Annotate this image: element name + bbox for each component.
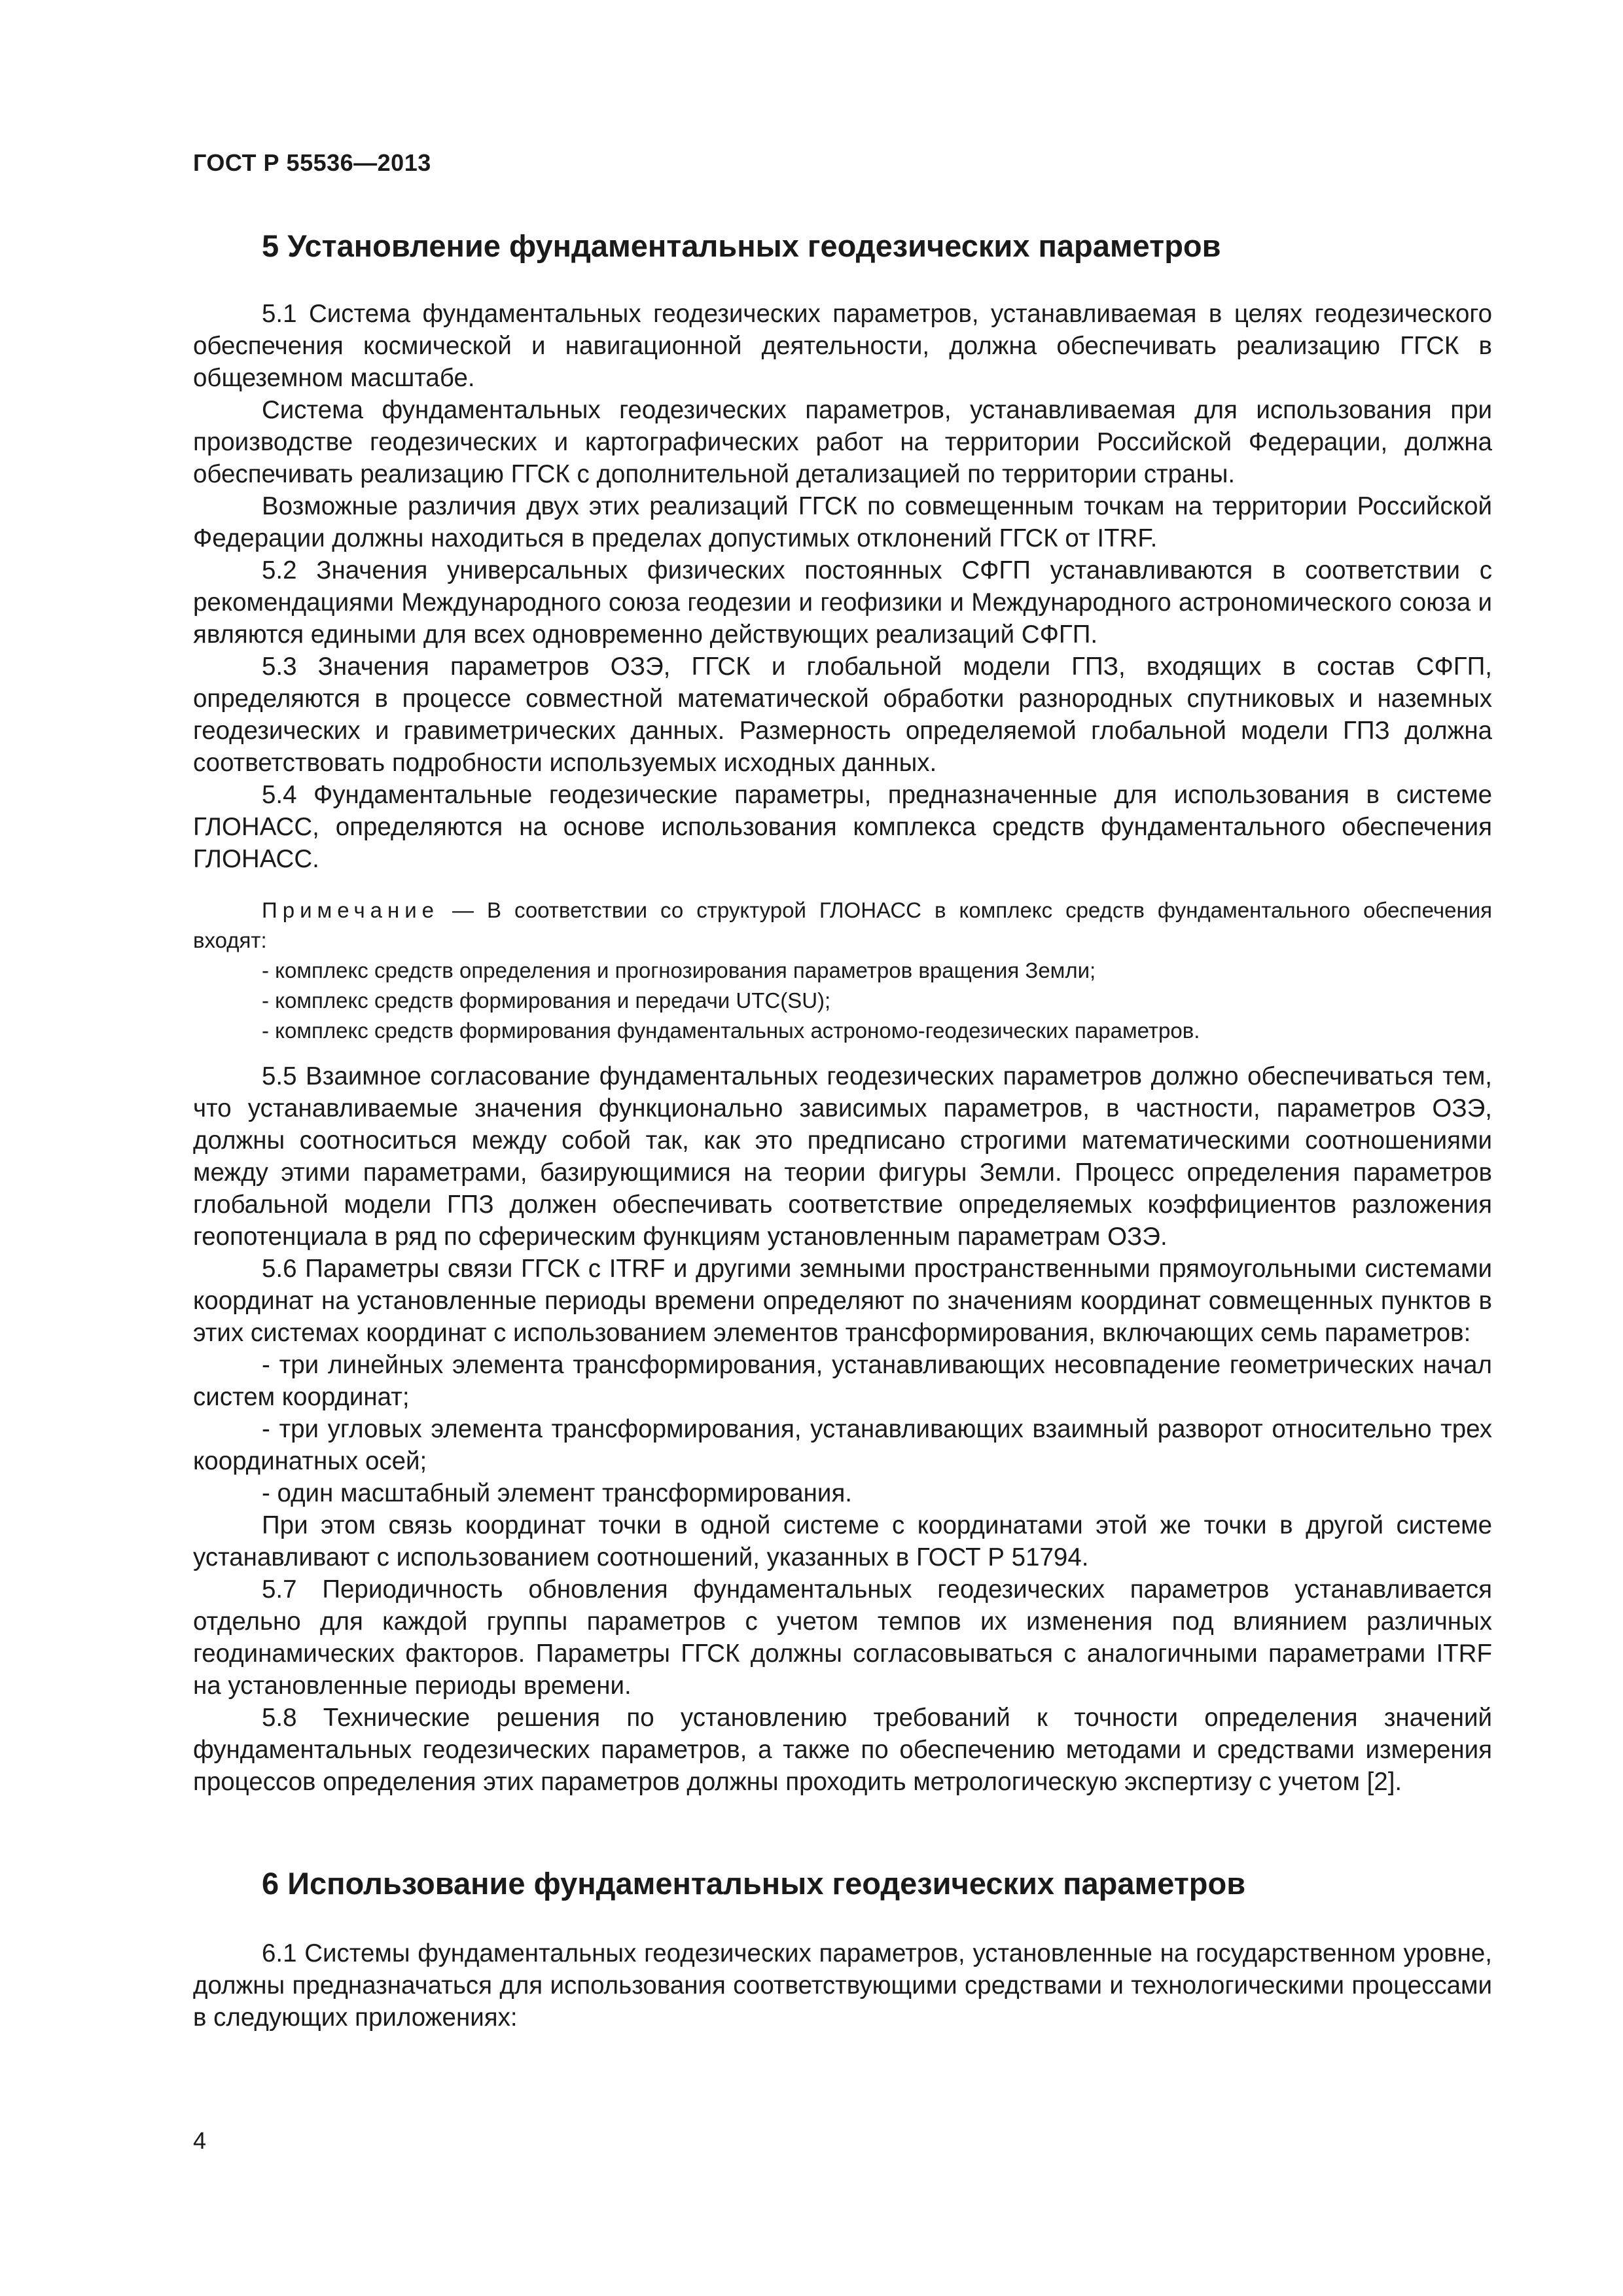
paragraph-5-3: 5.3 Значения параметров ОЗЭ, ГГСК и глобальной модели ГПЗ, входящих в состав СФГП, определяются в процессе совместной математической обработки разнородных спутниковых и наземных геодезических и гравиметрических данных. Размерность определяемой глобальной модели ГПЗ должна соответствовать подробности используемых исходных данных. xyxy=(193,653,1492,777)
list-item-scale: - один масштабный элемент трансформирования. xyxy=(262,1479,852,1507)
paragraph-5-6: 5.6 Параметры связи ГГСК с ITRF и другими земными пространственными прямоугольными системами координат на установленные периоды времени определяют по значениям координат совмещенных пунктов в этих системах координат с использованием элементов трансформирования, включающих семь параметров: xyxy=(193,1255,1492,1347)
list-item-angular: - три угловых элемента трансформирования, устанавливающих взаимный разворот относительно трех координатных осей; xyxy=(193,1415,1492,1475)
section-5-body xyxy=(193,298,1492,875)
note-label: Примечание xyxy=(262,898,440,922)
section-6-title: 6 Использование фундаментальных геодезических параметров xyxy=(262,1866,1246,1901)
list-item-linear: - три линейных элемента трансформирования, устанавливающих несовпадение геометрических начал систем координат; xyxy=(193,1351,1492,1411)
paragraph-5-1-b: Система фундаментальных геодезических параметров, устанавливаемая для использования при производстве геодезических и картографических работ на территории Российской Федерации, должна обеспечивать реализацию ГГСК с дополнительной детализацией по территории страны. xyxy=(193,396,1492,488)
page-number: 4 xyxy=(193,2127,207,2154)
note-text xyxy=(193,895,1492,956)
paragraph-5-6-b: При этом связь координат точки в одной системе с координатами этой же точки в другой системе устанавливают с использованием соотношений, указанных в ГОСТ Р 51794. xyxy=(193,1511,1492,1571)
note-body: — В соответствии со структурой ГЛОНАСС в комплекс средств фундаментального обеспечения входят: xyxy=(193,898,1492,952)
paragraph-5-7: 5.7 Периодичность обновления фундаментальных геодезических параметров устанавливается отдельно для каждой группы параметров с учетом темпов их изменения под влиянием различных геодинамических факторов. Параметры ГГСК должны согласовываться с аналогичными параметрами ITRF на установленные периоды времени. xyxy=(193,1575,1492,1700)
paragraph-5-8: 5.8 Технические решения по установлению требований к точности определения значений фундаментальных геодезических параметров, а также по обеспечению методами и средствами измерения процессов определения этих параметров должны проходить метрологическую экспертизу с учетом [2]. xyxy=(193,1704,1492,1796)
paragraph-5-1-c: Возможные различия двух этих реализаций ГГСК по совмещенным точкам на территории Российской Федерации должны находиться в пределах допустимых отклонений ГГСК от ITRF. xyxy=(193,492,1492,552)
section-6-body xyxy=(193,1937,1492,2034)
note-item: - комплекс средств формирования фундаментальных астрономо-геодезических параметров. xyxy=(262,1018,1200,1043)
paragraph-5-1: 5.1 Система фундаментальных геодезических параметров, устанавливаемая в целях геодезического обеспечения космической и навигационной деятельности, должна обеспечивать реализацию ГГСК в общеземном масштабе. xyxy=(193,300,1492,392)
section-5-title: 5 Установление фундаментальных геодезических параметров xyxy=(262,228,1221,263)
paragraph-6-1: 6.1 Системы фундаментальных геодезических параметров, установленные на государственном уровне, должны предназначаться для использования соответствующими средствами и технологическими процессами в следующих приложениях: xyxy=(193,1939,1492,2032)
note-item: - комплекс средств формирования и передачи UTC(SU); xyxy=(262,988,831,1013)
paragraph-5-5: 5.5 Взаимное согласование фундаментальных геодезических параметров должно обеспечиваться тем, что устанавливаемые значения функционально зависимых параметров, в частности, параметров ОЗЭ, должны соотноситься между собой так, как это предписано строгими математическими соотношениями между этими параметрами, базирующимися на теории фигуры Земли. Процесс определения параметров глобальной модели ГПЗ должен обеспечивать соответствие определяемых коэффициентов разложения геопотенциала в ряд по сферическим функциям установленным параметрам ОЗЭ. xyxy=(193,1062,1492,1251)
paragraph-5-4: 5.4 Фундаментальные геодезические параметры, предназначенные для использования в системе ГЛОНАСС, определяются на основе использования комплекса средств фундаментального обеспечения ГЛОНАСС. xyxy=(193,781,1492,873)
note-block xyxy=(193,895,1492,1046)
standard-header: ГОСТ Р 55536—2013 xyxy=(193,149,431,176)
section-5-body-continued xyxy=(193,1060,1492,1798)
paragraph-5-2: 5.2 Значения универсальных физических постоянных СФГП устанавливаются в соответствии с рекомендациями Международного союза геодезии и геофизики и Международного астрономического союза и являются едиными для всех одновременно действующих реализаций СФГП. xyxy=(193,556,1492,649)
note-item: - комплекс средств определения и прогнозирования параметров вращения Земли; xyxy=(262,958,1096,982)
